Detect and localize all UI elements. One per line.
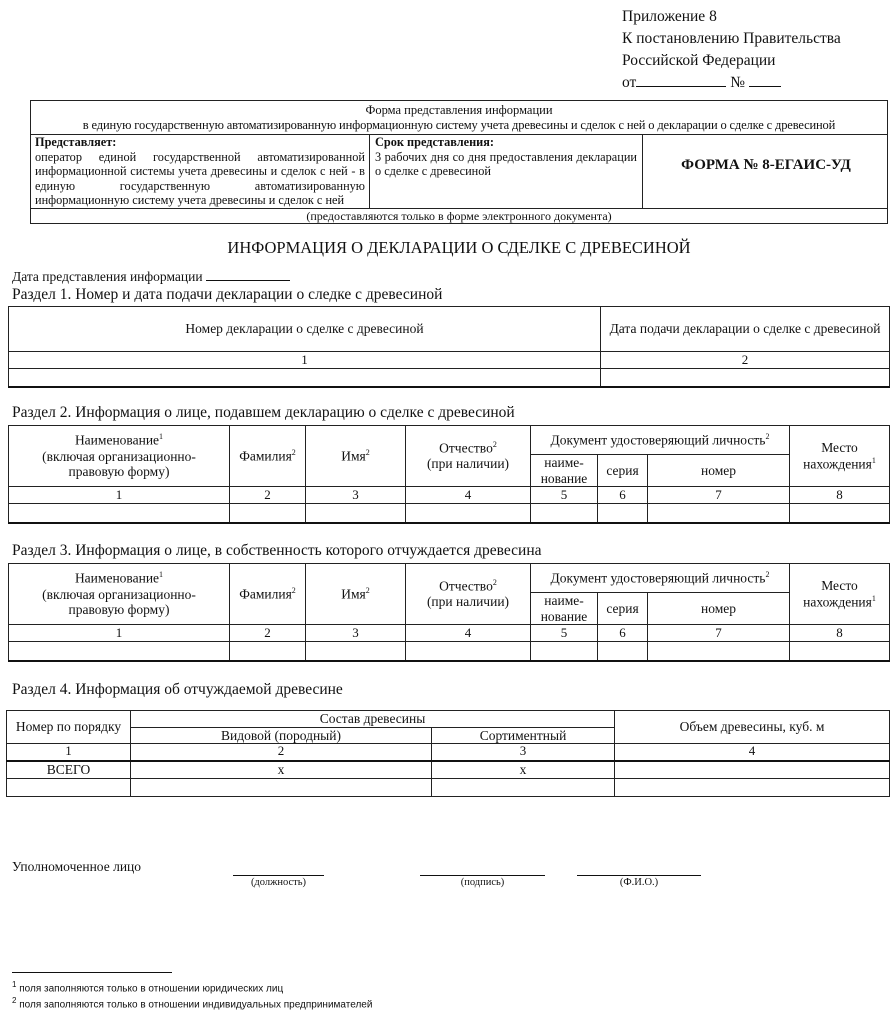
presents-cell	[35, 135, 365, 208]
col-num: 5	[531, 625, 598, 642]
first-name-header: Имя$^2$	[306, 564, 406, 625]
col-num: 5	[531, 487, 598, 504]
footnote-mark: 2	[12, 996, 17, 1005]
col-num: 1	[9, 625, 230, 642]
patronymic-header: Отчество$^2$ (при наличии)	[406, 564, 531, 625]
col-num: 3	[306, 625, 406, 642]
data-cell[interactable]	[406, 642, 531, 661]
appendix-date-line	[622, 72, 841, 94]
col-num: 4	[406, 625, 531, 642]
declaration-number-header: Номер декларации о сделке с древесиной	[9, 307, 601, 352]
id-document-header: Документ удостоверяющий личность$^2$	[531, 426, 790, 455]
declaration-number-cell[interactable]	[9, 369, 601, 387]
presents-label: Представляет:	[35, 135, 117, 149]
volume-header: Объем древесины, куб. м	[615, 711, 890, 744]
appendix-block	[622, 6, 841, 94]
submission-date-field[interactable]	[206, 280, 290, 281]
signature-caption: (подпись)	[460, 877, 505, 888]
data-cell[interactable]	[432, 779, 615, 797]
deadline-label: Срок представления:	[375, 135, 495, 149]
section1-table	[8, 306, 890, 388]
position-line[interactable]	[233, 875, 324, 876]
surname-header: Фамилия$^2$	[230, 426, 306, 487]
data-cell[interactable]	[790, 642, 890, 661]
data-cell[interactable]	[306, 642, 406, 661]
total-volume-cell[interactable]	[615, 761, 890, 779]
doc-name-header: наиме- нование	[531, 455, 598, 487]
assortment-header: Сортиментный	[432, 727, 615, 744]
doc-series-header: серия	[598, 593, 648, 625]
data-cell[interactable]	[790, 504, 890, 523]
fio-caption: (Ф.И.О.)	[619, 877, 659, 888]
total-label: ВСЕГО	[7, 761, 131, 779]
data-cell[interactable]	[230, 504, 306, 523]
col-num: 7	[648, 487, 790, 504]
signature-line[interactable]	[420, 875, 545, 876]
form-header-title-1: Форма представления информации	[365, 103, 553, 117]
doc-name-header: наиме- нование	[531, 593, 598, 625]
data-cell[interactable]	[7, 779, 131, 797]
total-assortment-x: x	[432, 761, 615, 779]
data-cell[interactable]	[9, 504, 230, 523]
data-cell[interactable]	[9, 642, 230, 661]
col-num: 6	[598, 625, 648, 642]
appendix-decree: К постановлению Правительства	[622, 30, 841, 47]
data-cell[interactable]	[531, 504, 598, 523]
section4-title: Раздел 4. Информация об отчуждаемой древесине	[12, 681, 343, 698]
col-num: 7	[648, 625, 790, 642]
data-cell[interactable]	[131, 779, 432, 797]
data-cell[interactable]	[406, 504, 531, 523]
section4-table	[6, 710, 890, 797]
col-num: 8	[790, 487, 890, 504]
section2-title: Раздел 2. Информация о лице, подавшем декларацию о сделке с древесиной	[12, 404, 515, 421]
col-num: 1	[7, 744, 131, 761]
doc-number-header: номер	[648, 593, 790, 625]
section2-table	[8, 425, 890, 524]
deadline-cell	[375, 135, 637, 179]
data-cell[interactable]	[230, 642, 306, 661]
col-num: 2	[230, 625, 306, 642]
species-header: Видовой (породный)	[131, 727, 432, 744]
patronymic-header: Отчество$^2$ (при наличии)	[406, 426, 531, 487]
col-num: 1	[9, 487, 230, 504]
doc-number-header: номер	[648, 455, 790, 487]
col-num: 4	[406, 487, 531, 504]
footnote-text: поля заполняются только в отношении индивидуальных предпринимателей	[19, 999, 373, 1011]
section3-table	[8, 563, 890, 662]
col-num: 6	[598, 487, 648, 504]
declaration-date-header: Дата подачи декларации о сделке с древесиной	[601, 307, 890, 352]
org-name-header: Наименование$^1$ (включая организационно- правовую форму)	[9, 426, 230, 487]
submission-date	[12, 269, 290, 285]
appendix-federation: Российской Федерации	[622, 52, 776, 69]
col-num: 3	[432, 744, 615, 761]
footnote-1	[12, 980, 283, 994]
form-header-box	[30, 100, 888, 224]
surname-header: Фамилия$^2$	[230, 564, 306, 625]
footnote-2	[12, 996, 372, 1010]
data-cell[interactable]	[648, 504, 790, 523]
position-caption: (должность)	[250, 877, 307, 888]
deadline-text: 3 рабочих дня со дня предоставления декларации о сделке с древесиной	[375, 149, 637, 178]
col-num: 3	[306, 487, 406, 504]
section1-title: Раздел 1. Номер и дата подачи декларации о следке с древесиной	[12, 286, 443, 303]
footnote-mark: 1	[12, 980, 17, 989]
footnote-separator	[12, 972, 172, 973]
authorized-person-label: Уполномоченное лицо	[12, 859, 142, 874]
presents-text: оператор единой государственной автоматизированной информационной системы учета древесины и сделок с ней - в единую государственную автоматизированную информационную систему учета древесины и сделок с ней	[35, 149, 365, 207]
first-name-header: Имя$^2$	[306, 426, 406, 487]
appendix-number: Приложение 8	[622, 8, 717, 25]
id-document-header: Документ удостоверяющий личность$^2$	[531, 564, 790, 593]
declaration-date-cell[interactable]	[601, 369, 890, 387]
location-header: Место нахождения$^1$	[790, 564, 890, 625]
composition-header: Состав древесины	[131, 711, 615, 728]
org-name-header: Наименование$^1$ (включая организационно- правовую форму)	[9, 564, 230, 625]
data-cell[interactable]	[615, 779, 890, 797]
location-header: Место нахождения$^1$	[790, 426, 890, 487]
form-header-title-2: в единую государственную автоматизированную информационную систему учета древесины и сделок с ней о декларации о сделке с древесиной	[82, 118, 836, 132]
col-num: 2	[601, 352, 890, 369]
appendix-no-label: №	[730, 74, 745, 91]
electronic-note: (предоставляются только в форме электронного документа)	[306, 209, 612, 223]
col-num: 4	[615, 744, 890, 761]
fio-line[interactable]	[577, 875, 701, 876]
row-number-header: Номер по порядку	[7, 711, 131, 744]
col-num: 2	[131, 744, 432, 761]
section3-title: Раздел 3. Информация о лице, в собственность которого отчуждается древесина	[12, 542, 542, 559]
form-number: ФОРМА № 8-ЕГАИС-УД	[681, 157, 851, 173]
total-species-x: x	[131, 761, 432, 779]
data-cell[interactable]	[598, 504, 648, 523]
appendix-from-label: от	[622, 74, 637, 91]
col-num: 8	[790, 625, 890, 642]
col-num: 1	[9, 352, 601, 369]
data-cell[interactable]	[648, 642, 790, 661]
submission-date-label: Дата представления информации	[12, 269, 203, 284]
col-num: 2	[230, 487, 306, 504]
data-cell[interactable]	[306, 504, 406, 523]
doc-series-header: серия	[598, 455, 648, 487]
main-title: ИНФОРМАЦИЯ О ДЕКЛАРАЦИИ О СДЕЛКЕ С ДРЕВЕСИНОЙ	[227, 238, 691, 257]
data-cell[interactable]	[598, 642, 648, 661]
data-cell[interactable]	[531, 642, 598, 661]
footnote-text: поля заполняются только в отношении юридических лиц	[19, 983, 284, 995]
